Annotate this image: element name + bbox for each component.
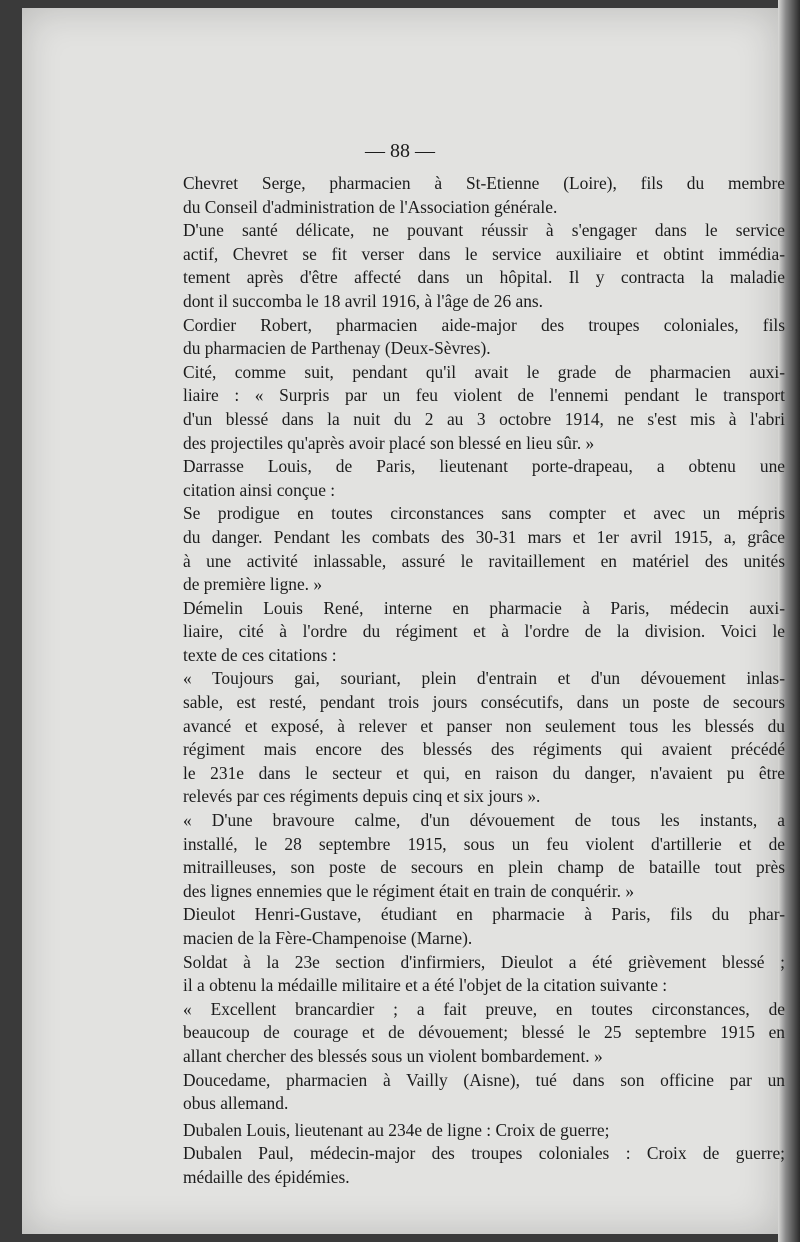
text-line: régiment mais encore des blessés des régiments qui avaient précédé (183, 739, 785, 760)
paragraph-dubalen-louis (163, 1119, 785, 1143)
text-line: sable, est resté, pendant trois jours consécutifs, dans un poste de secours (183, 692, 785, 713)
text-line: Dubalen Paul, médecin-major des troupes coloniales : Croix de guerre; (183, 1143, 785, 1164)
text-line: D'une santé délicate, ne pouvant réussir à s'engager dans le service (183, 220, 785, 241)
text-line: avancé et exposé, à relever et panser non seulement tous les blessés du (183, 715, 785, 736)
paragraph-darrasse (163, 455, 785, 502)
text-line: du danger. Pendant les combats des 30-31 mars et 1er avril 1915, a, grâce (183, 526, 785, 547)
text-line: des projectiles qu'après avoir placé son blessé en lieu sûr. » (183, 432, 595, 453)
text-line: installé, le 28 septembre 1915, sous un feu violent d'artillerie et de (183, 833, 785, 854)
paragraph-dubalen-paul (163, 1142, 785, 1189)
paragraph-dieulot (163, 903, 785, 950)
text-line: dont il succomba le 18 avril 1916, à l'âge de 26 ans. (183, 290, 544, 311)
text-line: relevés par ces régiments depuis cinq et six jours ». (183, 786, 541, 807)
text-line: liaire : « Surpris par un feu violent de l'ennemi pendant le transport (183, 385, 785, 406)
paragraph-cordier-citation (163, 361, 785, 455)
paragraph-dieulot-citation (163, 998, 785, 1069)
text-line: d'un blessé dans la nuit du 2 au 3 octobre 1914, ne s'est mis à l'abri (183, 408, 785, 429)
text-line: Cordier Robert, pharmacien aide-major des troupes coloniales, fils (183, 314, 785, 335)
text-line: Chevret Serge, pharmacien à St-Etienne (Loire), fils du membre (183, 173, 785, 193)
text-line: mitrailleuses, son poste de secours en plein champ de bataille tout près (183, 857, 785, 878)
text-line: texte de ces citations : (183, 644, 337, 665)
text-line: du pharmacien de Parthenay (Deux-Sèvres). (183, 338, 491, 359)
body-text (163, 172, 785, 1190)
text-line: tement après d'être affecté dans un hôpital. Il y contracta la maladie (183, 267, 785, 288)
text-line: Démelin Louis René, interne en pharmacie à Paris, médecin auxi- (183, 597, 785, 618)
paragraph-cordier (163, 314, 785, 361)
paragraph-demelin-citation-2 (163, 809, 785, 903)
text-line: Cité, comme suit, pendant qu'il avait le grade de pharmacien auxi- (183, 361, 785, 382)
text-line: de première ligne. » (183, 574, 323, 595)
text-line: beaucoup de courage et de dévouement; blessé le 25 septembre 1915 en (183, 1022, 785, 1043)
paragraph-demelin (163, 597, 785, 668)
text-line: allant chercher des blessés sous un violent bombardement. » (183, 1045, 603, 1066)
text-line: il a obtenu la médaille militaire et a été l'objet de la citation suivante : (183, 975, 668, 996)
paragraph-darrasse-citation (163, 502, 785, 596)
text-line: Soldat à la 23e section d'infirmiers, Dieulot a été grièvement blessé ; (183, 951, 785, 972)
text-line: actif, Chevret se fit verser dans le service auxiliaire et obtint immédia- (183, 243, 785, 264)
text-line: Doucedame, pharmacien à Vailly (Aisne), tué dans son officine par un (183, 1069, 785, 1090)
paragraph-doucedame (163, 1069, 785, 1116)
paragraph-chevret-detail (163, 219, 785, 313)
text-line: le 231e dans le secteur et qui, en raison du danger, n'avaient pu être (183, 762, 785, 783)
text-line: « D'une bravoure calme, d'un dévouement de tous les instants, a (183, 810, 785, 831)
text-line: médaille des épidémies. (183, 1166, 350, 1187)
text-line: citation ainsi conçue : (183, 479, 336, 500)
text-line: « Toujours gai, souriant, plein d'entrain et d'un dévouement inlas- (183, 668, 785, 689)
text-line: Se prodigue en toutes circonstances sans compter et avec un mépris (183, 503, 785, 524)
text-line: « Excellent brancardier ; a fait preuve, en toutes circonstances, de (183, 998, 785, 1019)
text-line: Dubalen Louis, lieutenant au 234e de ligne : Croix de guerre; (183, 1119, 610, 1140)
text-line: des lignes ennemies que le régiment était en train de conquérir. » (183, 880, 635, 901)
text-line: liaire, cité à l'ordre du régiment et à l'ordre de la division. Voici le (183, 621, 785, 642)
text-line: macien de la Fère-Champenoise (Marne). (183, 928, 473, 948)
page-number: — 88 — (365, 140, 435, 162)
text-line: du Conseil d'administration de l'Association générale. (183, 196, 558, 217)
paragraph-chevret (163, 172, 785, 219)
text-line: Dieulot Henri-Gustave, étudiant en pharmacie à Paris, fils du phar- (183, 904, 785, 925)
paragraph-dieulot-detail (163, 951, 785, 998)
text-line: à une activité inlassable, assuré le ravitaillement en matériel des unités (183, 550, 785, 571)
text-line: Darrasse Louis, de Paris, lieutenant porte-drapeau, a obtenu une (183, 456, 785, 477)
paragraph-demelin-citation-1 (163, 667, 785, 809)
text-line: obus allemand. (183, 1093, 289, 1114)
